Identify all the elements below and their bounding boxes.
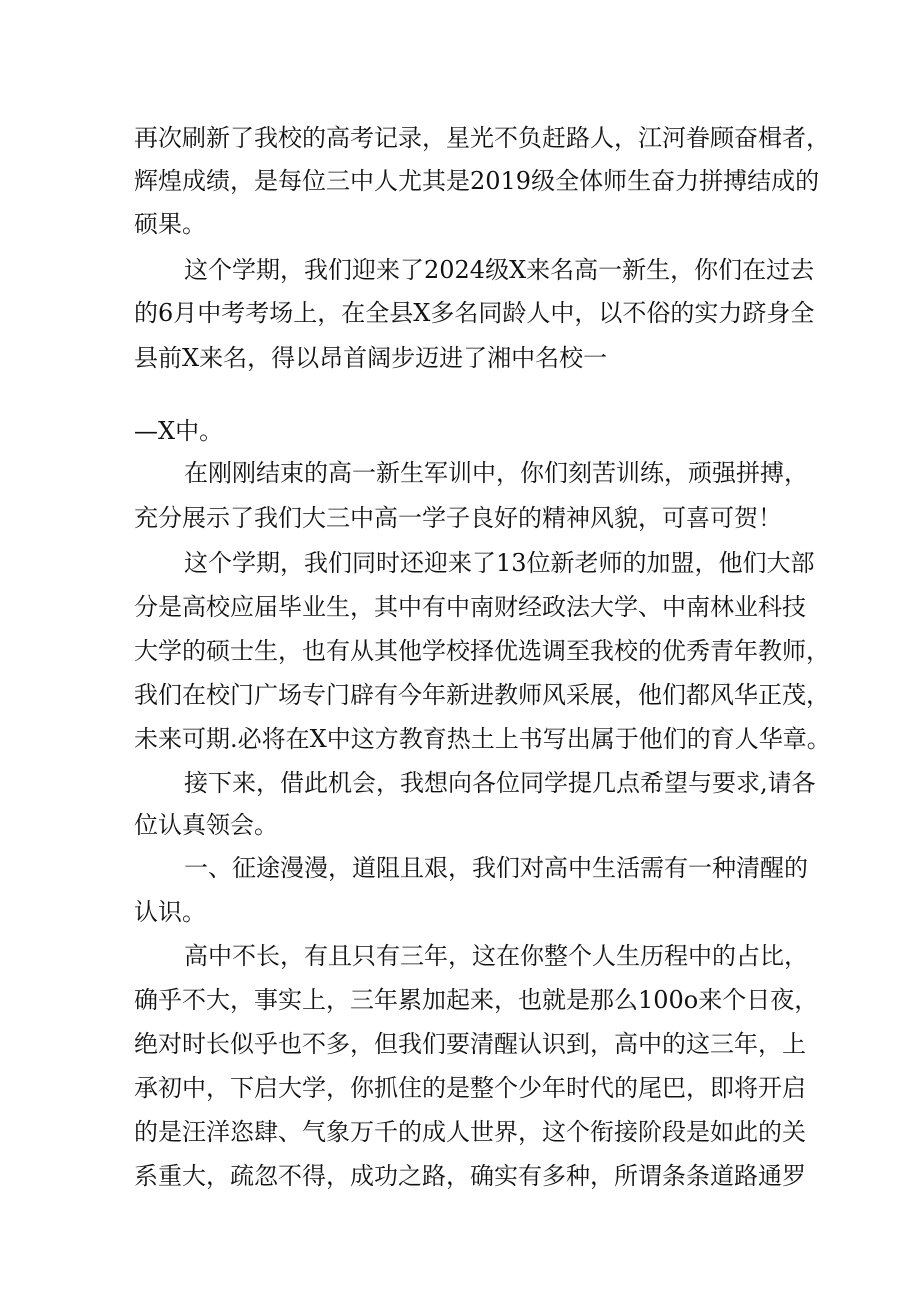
text-line: 在刚刚结束的高一新生军训中，你们刻苦训练，顽强拼搏， — [184, 459, 808, 487]
text-line: 位认真领会。 — [134, 811, 278, 839]
text-line: —X中。 — [134, 417, 224, 445]
text-line: 再次刷新了我校的高考记录，星光不负赶路人，江河眷顾奋楫者， — [134, 124, 830, 152]
text-line: 大学的硕士生，也有从其他学校择优选调至我校的优秀青年教师， — [134, 637, 830, 665]
text-line: 充分展示了我们大三中高一学子良好的精神风貌，可喜可贺！ — [134, 504, 782, 532]
text-line: 这个学期，我们同时还迎来了13位新老师的加盟，他们大部 — [184, 549, 815, 577]
text-line: 确乎不大，事实上，三年累加起来，也就是那么100o来个日夜， — [134, 986, 819, 1014]
text-line: 这个学期，我们迎来了2024级X来名高一新生，你们在过去 — [184, 256, 815, 284]
text-line: 系重大，疏忽不得，成功之路，确实有多种，所谓条条道路通罗 — [134, 1162, 806, 1190]
text-line: 绝对时长似乎也不多，但我们要清醒认识到，高中的这三年，上 — [134, 1030, 806, 1058]
text-line: 一、征途漫漫，道阻且艰，我们对高中生活需有一种清醒的 — [184, 854, 808, 882]
text-line: 未来可期.必将在X中这方教育热土上书写出属于他们的育人华章。 — [134, 725, 831, 753]
text-line: 分是高校应届毕业生，其中有中南财经政法大学、中南林业科技 — [134, 593, 806, 621]
text-line: 认识。 — [134, 898, 206, 926]
text-line: 高中不长，有且只有三年，这在你整个人生历程中的占比， — [184, 942, 808, 970]
text-line: 的6月中考考场上，在全县X多名同龄人中，以不俗的实力跻身全 — [134, 299, 815, 327]
text-line: 硕果。 — [134, 210, 206, 238]
text-line: 县前X来名，得以昂首阔步迈进了湘中名校一 — [134, 344, 608, 372]
text-line: 辉煌成绩，是每位三中人尤其是2019级全体师生奋力拼搏结成的 — [134, 167, 820, 195]
text-line: 接下来，借此机会，我想向各位同学提几点希望与要求,请各 — [184, 769, 816, 797]
text-line: 的是汪洋恣肆、气象万千的成人世界，这个衔接阶段是如此的关 — [134, 1118, 806, 1146]
text-line: 我们在校门广场专门辟有今年新进教师风采展，他们都风华正茂， — [134, 681, 830, 709]
text-line: 承初中，下启大学，你抓住的是整个少年时代的尾巴，即将开启 — [134, 1074, 806, 1102]
